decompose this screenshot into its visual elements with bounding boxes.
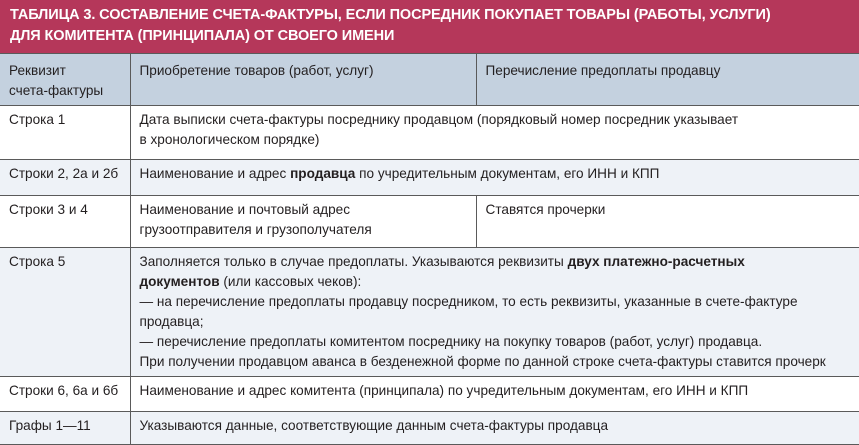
header-requisite-line-2: счета-фактуры	[9, 83, 104, 98]
row-label: Строка 1	[0, 106, 130, 160]
row-text-line-6: При получении продавцом аванса в безденежной форме по данной строке счета-фактуры ставится прочерк	[139, 354, 826, 369]
row-label: Строки 6, 6а и 6б	[0, 377, 130, 412]
row-text-line-1	[140, 252, 852, 272]
row-text-bold: продавца	[290, 166, 356, 181]
row-label: Строка 5	[0, 248, 130, 377]
table-row	[0, 160, 859, 196]
invoice-requisites-table	[0, 53, 859, 445]
row-text-prepayment: Ставятся прочерки	[476, 196, 859, 248]
row-text-after: по учредительным документам, его ИНН и КПП	[355, 166, 660, 181]
table-row	[0, 377, 859, 412]
row-label: Строки 3 и 4	[0, 196, 130, 248]
row-text: Наименование и адрес комитента (принципала) по учредительным документам, его ИНН и КПП	[130, 377, 859, 412]
row-text	[130, 160, 859, 196]
row-text-before: Заполняется только в случае предоплаты. Указываются реквизиты	[139, 254, 568, 269]
row-text-bold-b: документов	[139, 274, 220, 289]
table-title-line-2: ДЛЯ КОМИТЕНТА (ПРИНЦИПАЛА) ОТ СВОЕГО ИМЕНИ	[10, 28, 395, 44]
row-text-line-2: в хронологическом порядке)	[139, 132, 320, 147]
row-text: Указываются данные, соответствующие данным счета-фактуры продавца	[130, 412, 859, 445]
table-title-line-1: ТАБЛИЦА 3. СОСТАВЛЕНИЕ СЧЕТА-ФАКТУРЫ, ЕСЛИ ПОСРЕДНИК ПОКУПАЕТ ТОВАРЫ (РАБОТЫ, УСЛУГИ)	[10, 7, 771, 23]
header-requisite-line-1: Реквизит	[9, 63, 66, 78]
table-row	[0, 248, 859, 377]
table-title	[0, 0, 859, 53]
row-text-after: (или кассовых чеков):	[219, 274, 362, 289]
row-text-line-4: продавца;	[139, 314, 204, 329]
row-text-before: Наименование и адрес	[139, 166, 291, 181]
row-text-purchase	[130, 196, 476, 248]
row-label: Строки 2, 2а и 2б	[0, 160, 130, 196]
table-row	[0, 106, 859, 160]
header-requisite	[0, 54, 130, 106]
table-row	[0, 412, 859, 445]
table-row	[0, 196, 859, 248]
header-purchase: Приобретение товаров (работ, услуг)	[130, 54, 476, 106]
table-header-row	[0, 54, 859, 106]
row-text	[130, 106, 859, 160]
row-text-line-2: грузоотправителя и грузополучателя	[139, 222, 372, 237]
row-label: Графы 1—11	[0, 412, 130, 445]
row-text-bold-a: двух платежно-расчетных	[567, 254, 745, 269]
row-text-line-3: — на перечисление предоплаты продавцу посредником, то есть реквизиты, указанные в счете-фактуре	[139, 294, 798, 309]
header-prepayment: Перечисление предоплаты продавцу	[476, 54, 859, 106]
row-text	[130, 248, 859, 377]
row-text-line-5: — перечисление предоплаты комитентом посреднику на покупку товаров (работ, услуг) продавца.	[139, 334, 763, 349]
row-text-line-1: Наименование и почтовый адрес	[139, 202, 350, 217]
row-text-line-1: Дата выписки счета-фактуры посреднику продавцом (порядковый номер посредник указывает	[139, 112, 739, 127]
row-text-line-2	[140, 272, 852, 292]
